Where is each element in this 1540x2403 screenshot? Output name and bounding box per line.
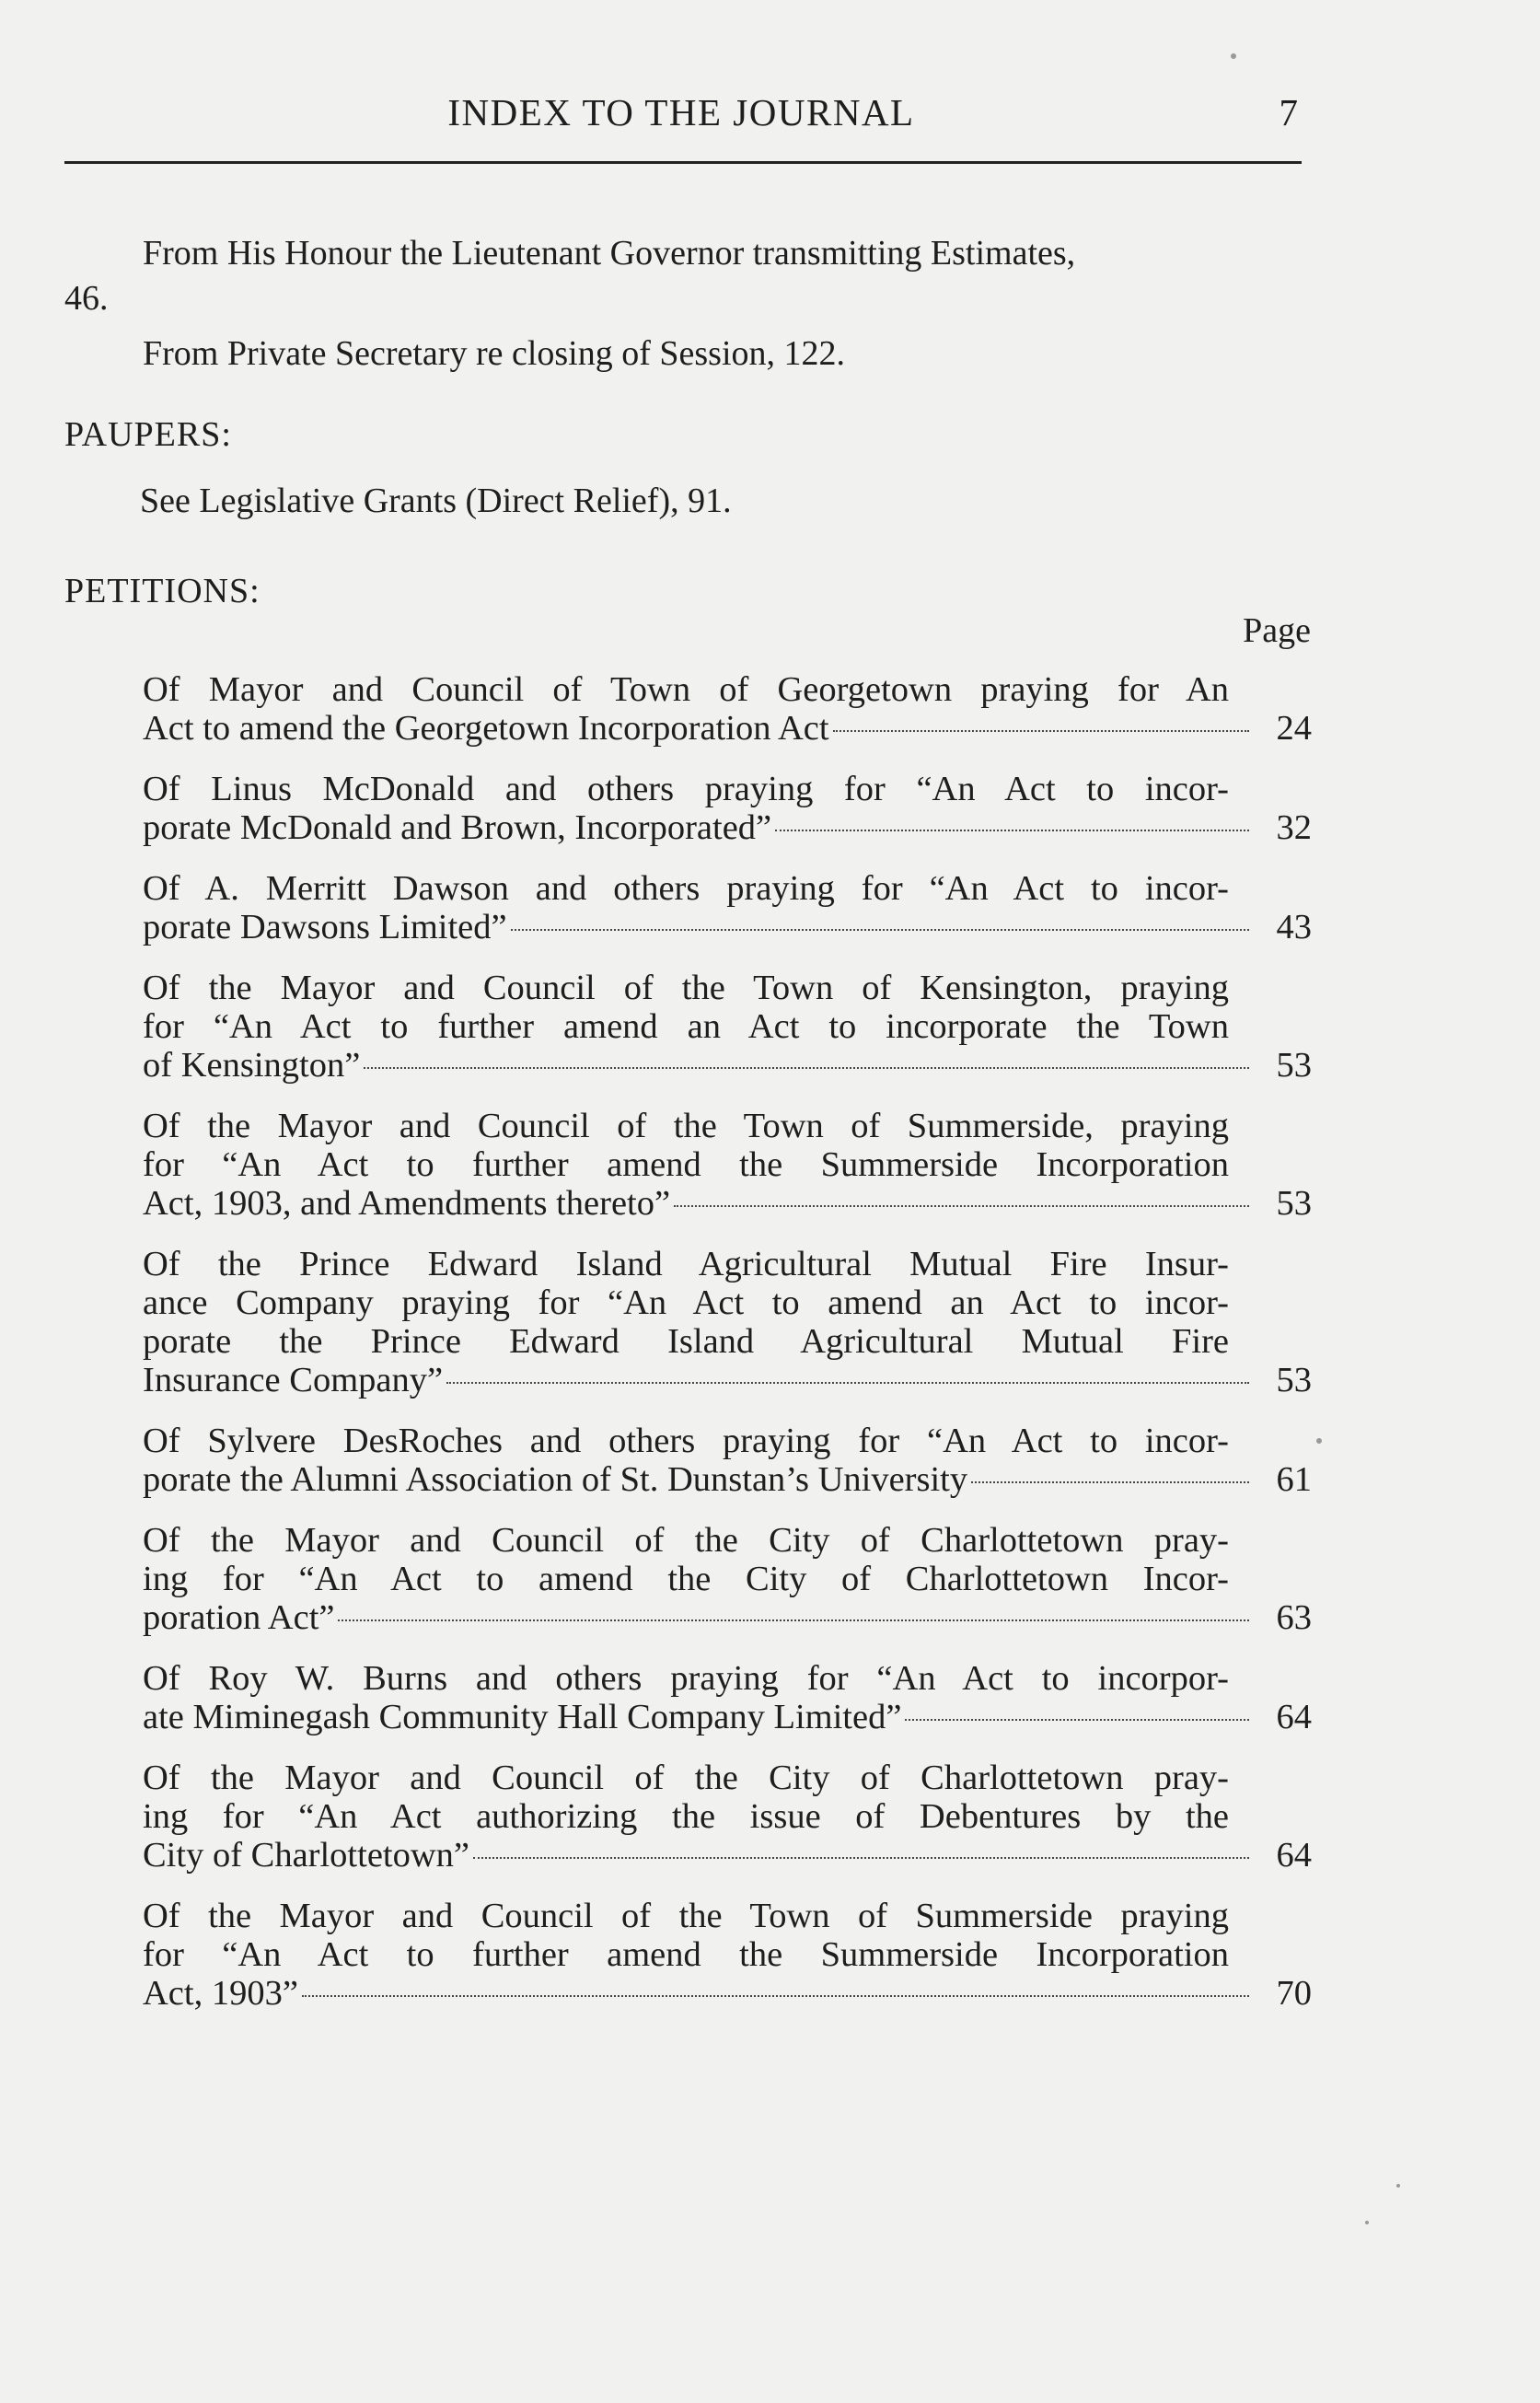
petition-page-number: 53 bbox=[1276, 1361, 1312, 1399]
petition-line: ate Miminegash Community Hall Company Limited” bbox=[143, 1698, 902, 1736]
paper-speck bbox=[1396, 2184, 1400, 2188]
petition-last-line bbox=[143, 1361, 1312, 1399]
petition-line: ing for “An Act to amend the City of Charlottetown Incor- bbox=[143, 1560, 1229, 1598]
petition-last-line bbox=[143, 1184, 1312, 1223]
dot-leader bbox=[302, 1995, 1249, 1997]
dot-leader bbox=[364, 1067, 1249, 1069]
petition-entry bbox=[143, 1245, 1312, 1399]
paper-speck bbox=[1365, 2221, 1369, 2224]
petition-page-number: 61 bbox=[1276, 1460, 1312, 1499]
petition-line: Insurance Company” bbox=[143, 1361, 444, 1399]
petitions-list bbox=[143, 670, 1312, 2035]
petition-line: Of Linus McDonald and others praying for “An Act to incor- bbox=[143, 770, 1229, 808]
petition-page-number: 63 bbox=[1276, 1598, 1312, 1637]
petition-line: porate the Prince Edward Island Agricultural Mutual Fire bbox=[143, 1322, 1229, 1361]
petition-line: porate the Alumni Association of St. Dunstan’s University bbox=[143, 1460, 968, 1499]
dot-leader bbox=[833, 730, 1249, 732]
petition-entry bbox=[143, 1521, 1312, 1637]
petition-last-line bbox=[143, 1598, 1312, 1637]
dot-leader bbox=[905, 1719, 1249, 1721]
petition-line: for “An Act to further amend the Summerside Incorporation bbox=[143, 1935, 1229, 1974]
petition-line: for “An Act to further amend an Act to incorporate the Town bbox=[143, 1007, 1229, 1046]
petition-entry bbox=[143, 670, 1312, 748]
dot-leader bbox=[446, 1382, 1249, 1384]
petition-entry bbox=[143, 969, 1312, 1085]
petition-entry bbox=[143, 1659, 1312, 1736]
petition-last-line bbox=[143, 1046, 1312, 1085]
petition-line: Of the Mayor and Council of the Town of Summerside, praying bbox=[143, 1107, 1229, 1145]
dot-leader bbox=[971, 1481, 1249, 1483]
petition-page-number: 64 bbox=[1276, 1836, 1312, 1875]
running-head bbox=[64, 90, 1298, 136]
petition-entry bbox=[143, 1897, 1312, 2013]
petition-line: of Kensington” bbox=[143, 1046, 361, 1085]
petition-line: Act to amend the Georgetown Incorporation Act bbox=[143, 709, 829, 748]
petition-line: Act, 1903, and Amendments thereto” bbox=[143, 1184, 671, 1223]
petition-last-line bbox=[143, 908, 1312, 946]
petition-entry bbox=[143, 770, 1312, 847]
intro-estimates-page: 46. bbox=[64, 279, 109, 318]
petition-page-number: 32 bbox=[1276, 808, 1312, 847]
petition-line: Of Roy W. Burns and others praying for “An Act to incorpor- bbox=[143, 1659, 1229, 1698]
petition-last-line bbox=[143, 1836, 1312, 1875]
paper-speck bbox=[1231, 53, 1236, 59]
petition-line: poration Act” bbox=[143, 1598, 335, 1637]
petition-last-line bbox=[143, 808, 1312, 847]
petition-entry bbox=[143, 1422, 1312, 1499]
petition-line: for “An Act to further amend the Summerside Incorporation bbox=[143, 1145, 1229, 1184]
intro-private-secretary-line: From Private Secretary re closing of Session, 122. bbox=[143, 334, 846, 373]
petition-line: Of A. Merritt Dawson and others praying for “An Act to incor- bbox=[143, 869, 1229, 908]
petition-line: Of the Prince Edward Island Agricultural Mutual Fire Insur- bbox=[143, 1245, 1229, 1283]
petition-page-number: 24 bbox=[1276, 709, 1312, 748]
petition-entry bbox=[143, 1107, 1312, 1223]
petition-line: City of Charlottetown” bbox=[143, 1836, 469, 1875]
petition-last-line bbox=[143, 1460, 1312, 1499]
petition-line: ance Company praying for “An Act to amend an Act to incor- bbox=[143, 1283, 1229, 1322]
petition-last-line bbox=[143, 1698, 1312, 1736]
paupers-heading: PAUPERS: bbox=[64, 415, 232, 454]
petition-line: porate Dawsons Limited” bbox=[143, 908, 507, 946]
petition-line: Of the Mayor and Council of the Town of Kensington, praying bbox=[143, 969, 1229, 1007]
petition-line: ing for “An Act authorizing the issue of Debentures by the bbox=[143, 1797, 1229, 1836]
petition-last-line bbox=[143, 709, 1312, 748]
intro-estimates-line: From His Honour the Lieutenant Governor transmitting Estimates, bbox=[143, 234, 1076, 273]
petition-page-number: 53 bbox=[1276, 1184, 1312, 1223]
header-rule bbox=[64, 161, 1302, 164]
petition-line: Of the Mayor and Council of the Town of Summerside praying bbox=[143, 1897, 1229, 1935]
petition-line: Of the Mayor and Council of the City of Charlottetown pray- bbox=[143, 1759, 1229, 1797]
running-title: INDEX TO THE JOURNAL bbox=[447, 91, 915, 134]
dot-leader bbox=[511, 929, 1249, 931]
petition-line: Act, 1903” bbox=[143, 1974, 298, 2013]
petition-page-number: 43 bbox=[1276, 908, 1312, 946]
petition-line: porate McDonald and Brown, Incorporated” bbox=[143, 808, 772, 847]
petitions-heading: PETITIONS: bbox=[64, 572, 261, 610]
petition-page-number: 70 bbox=[1276, 1974, 1312, 2013]
dot-leader bbox=[775, 830, 1249, 831]
petition-entry bbox=[143, 869, 1312, 946]
petition-page-number: 53 bbox=[1276, 1046, 1312, 1085]
petition-line: Of Mayor and Council of Town of Georgetown praying for An bbox=[143, 670, 1229, 709]
petition-line: Of Sylvere DesRoches and others praying for “An Act to incor- bbox=[143, 1422, 1229, 1460]
page-column-heading: Page bbox=[1243, 611, 1311, 650]
petition-entry bbox=[143, 1759, 1312, 1875]
dot-leader bbox=[338, 1619, 1249, 1621]
petition-line: Of the Mayor and Council of the City of Charlottetown pray- bbox=[143, 1521, 1229, 1560]
petition-last-line bbox=[143, 1974, 1312, 2013]
paper-speck bbox=[1316, 1438, 1322, 1444]
dot-leader bbox=[473, 1857, 1249, 1859]
paupers-entry: See Legislative Grants (Direct Relief), 91. bbox=[140, 482, 732, 520]
petition-page-number: 64 bbox=[1276, 1698, 1312, 1736]
dot-leader bbox=[674, 1205, 1249, 1207]
page-number: 7 bbox=[1279, 91, 1298, 134]
